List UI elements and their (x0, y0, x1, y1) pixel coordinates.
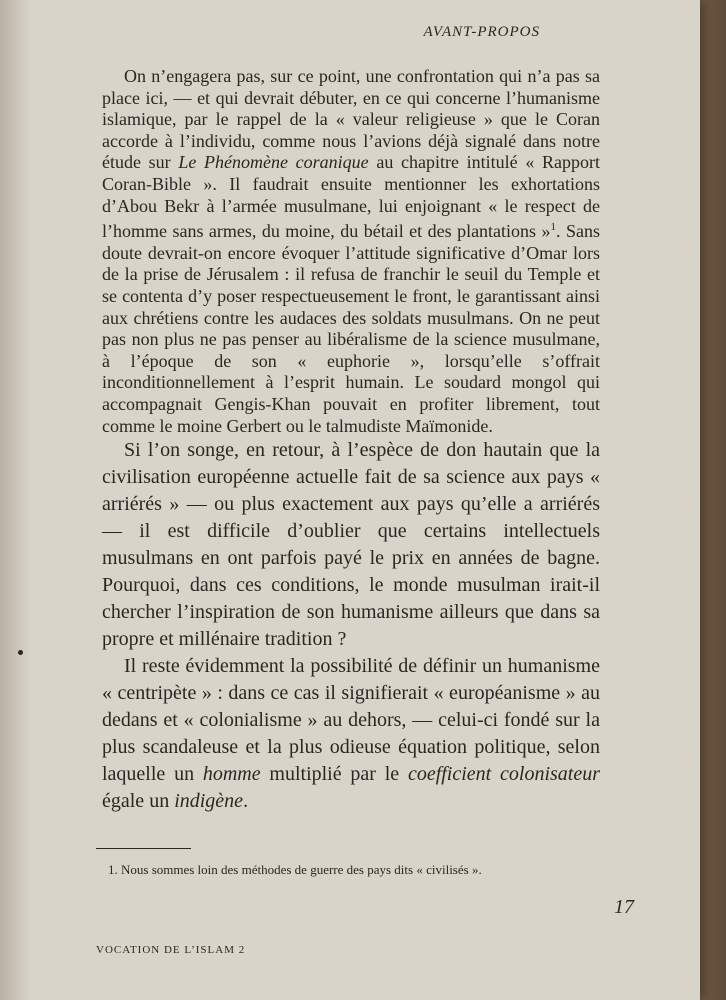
body-text (102, 66, 600, 815)
p3-italic-homme: homme (202, 763, 261, 786)
p1-text-end: . Sans doute devrait-on encore évoquer l’attitude significative d’Omar lors de la prise de Jérusalem : il refusa de franchir le seuil du Temple et se contenta d’y poser respectueusement le front, le garantissant ainsi aux chrétiens contre les audaces des soldats musulmans. On ne peut pas non plus ne pas penser au libéralisme de la science musulmane, à l’époque de son « euphorie », lorsqu’elle s’offrait inconditionnellement à l’esprit humain. Le soudard mongol qui accompagnait Gengis-Khan pouvait en profiter librement, tout comme le moine Gerbert ou le talmudiste Maïmonide. (102, 221, 600, 436)
paragraph-3 (102, 653, 600, 815)
p1-text-middle: au chapitre intitulé « Rapport Coran-Bible ». Il faudrait ensuite mentionner les exhortations d’Abou Bekr à l’armée musulmane, lui enjoignant « le respect de l’homme sans armes, du moine, du bétail et des plantations » (102, 152, 600, 242)
footnote-divider (96, 848, 191, 849)
footnote-reference: 1 (550, 221, 557, 234)
p1-text-start: On n’engagera pas, sur ce point, une confrontation qui n’a pas sa place ici, — et qui devrait débuter, en ce qui concerne l’humanisme islamique, par le rappel de la « valeur religieuse » que le Coran accorde à l’individu, comme nous l’avions déjà signalé dans notre étude sur (102, 66, 600, 173)
p3-text-end: . (243, 790, 249, 813)
page-number: 17 (614, 896, 634, 918)
p3-text-mid-2: égale un (102, 790, 175, 813)
page-gutter-shadow (0, 0, 30, 1000)
ink-speck (18, 650, 23, 655)
footnote: 1. Nous sommes loin des méthodes de guerre des pays dits « civilisés ». (108, 862, 482, 877)
p3-text-mid: multiplié par le (260, 763, 408, 786)
running-head: AVANT-PROPOS (423, 24, 540, 40)
p3-italic-coefficient: coefficient colonisateur (407, 763, 600, 786)
p3-text-start: Il reste évidemment la possibilité de définir un humanisme « centripète » : dans ce cas il signifierait « européanisme » au dedans et « colonialisme » au dehors, — celui-ci fondé sur la plus scandaleuse et la plus odieuse équation politique, selon laquelle un (102, 655, 600, 786)
p1-book-title: Le Phénomène coranique (178, 152, 369, 173)
p3-italic-indigene: indigène (174, 790, 244, 813)
paragraph-2: Si l’on songe, en retour, à l’espèce de don hautain que la civilisation européenne actuelle fait de sa science aux pays « arriérés » — ou plus exactement aux pays qu’elle a arriérés — il est difficile d’oublier que certains intellectuels musulmans en ont parfois payé le prix en années de bagne. Pourquoi, dans ces conditions, le monde musulman irait-il chercher l’inspiration de son humanisme ailleurs que dans sa propre et millénaire tradition ? (102, 439, 600, 651)
paragraph-1 (102, 66, 600, 437)
printer-signature: VOCATION DE L’ISLAM 2 (96, 944, 246, 956)
